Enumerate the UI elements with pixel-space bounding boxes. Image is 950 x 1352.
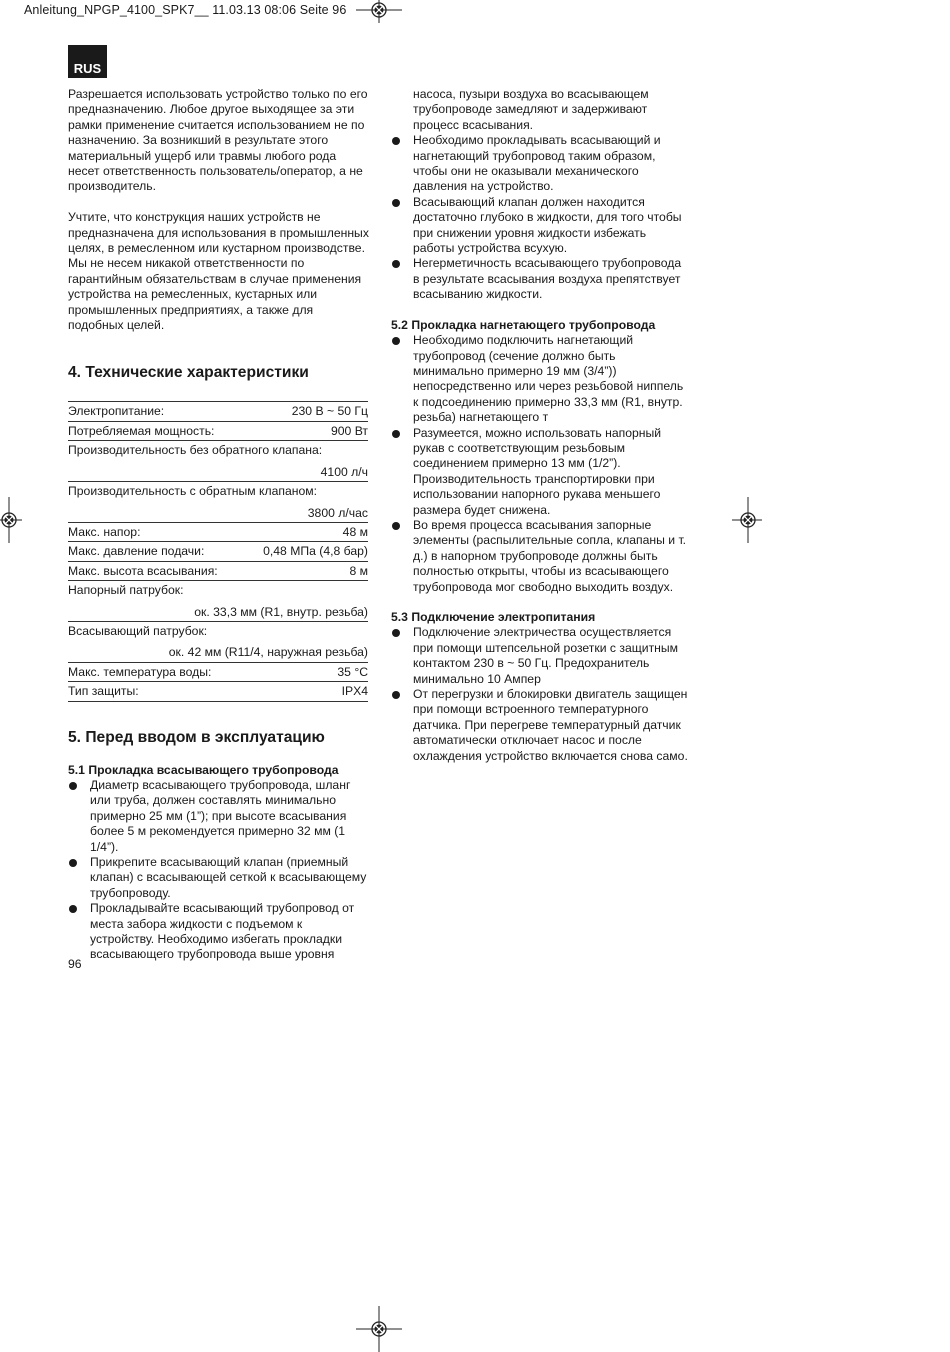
- spec-row: [68, 441, 368, 460]
- continued-text: насоса, пузыри воздуха во всасывающем трубопроводе замедляют и задерживают процесс всасывания.: [413, 87, 649, 132]
- section-5-1-heading: 5.1 Прокладка всасывающего трубопровода: [68, 762, 339, 777]
- list-item: [391, 195, 689, 257]
- spec-row: [68, 561, 368, 580]
- list-item-text: Негерметичность всасывающего трубопровода в результате всасывания воздуха препятствует всасыванию жидкости.: [413, 256, 682, 302]
- section-5-1-list-continued: [391, 133, 689, 302]
- spec-label: Макс. высота всасывания:: [68, 561, 244, 580]
- spec-label: Макс. давление подачи:: [68, 542, 244, 561]
- section-5-heading: 5. Перед вводом в эксплуатацию: [68, 728, 325, 746]
- list-item: [391, 133, 689, 195]
- language-badge: RUS: [68, 45, 107, 78]
- spec-row: [68, 522, 368, 541]
- bullet-icon: [392, 522, 400, 530]
- list-item-text: Диаметр всасывающего трубопровода, шланг или труба, должен составлять минимально примерно 25 мм (1”); при высоте всасывания более 5 м рекомендуется примерно 32 мм (1 1/4”).: [90, 777, 351, 854]
- spec-row: [68, 662, 368, 681]
- technical-specs-table: [68, 401, 368, 701]
- bullet-icon: [392, 337, 400, 345]
- spec-row: [68, 421, 368, 440]
- registration-mark-icon: [0, 497, 22, 543]
- section-5-3-list: [391, 625, 689, 764]
- spec-value: 48 м: [244, 522, 368, 541]
- list-item-text: Подключение электричества осуществляется при помощи штепсельной розетки с защитным контактом 230 в ~ 50 Гц. Предохранитель минимально 10 Ампер: [413, 625, 679, 686]
- spec-row: [68, 621, 368, 640]
- spec-row-value: [68, 640, 368, 662]
- spec-value: ок. 42 мм (R11/4, наружная резьба): [68, 640, 368, 662]
- list-item-text: Необходимо прокладывать всасывающий и нагнетающий трубопровод таким образом, чтобы они не оказывали механического давления на устройство.: [413, 133, 661, 194]
- section-5-2-list: [391, 333, 689, 595]
- spec-label: Тип защиты:: [68, 682, 244, 701]
- bullet-icon: [69, 782, 77, 790]
- spec-label: Электропитание:: [68, 402, 244, 421]
- list-item: [391, 687, 689, 764]
- spec-row-value: [68, 501, 368, 523]
- bullet-icon: [392, 691, 400, 699]
- bullet-icon: [392, 260, 400, 268]
- bullet-icon: [69, 859, 77, 867]
- spec-label: Производительность с обратным клапаном:: [68, 484, 318, 499]
- spec-label: Потребляемая мощность:: [68, 421, 244, 440]
- spec-row: [68, 542, 368, 561]
- bullet-icon: [392, 137, 400, 145]
- page-number: 96: [68, 957, 82, 971]
- registration-mark-icon: [732, 497, 762, 543]
- spec-label: Напорный патрубок:: [68, 583, 184, 598]
- section-5-1-list: [68, 778, 369, 963]
- spec-label: Макс. напор:: [68, 522, 244, 541]
- spec-row: [68, 482, 368, 501]
- section-4-heading: 4. Технические характеристики: [68, 364, 309, 382]
- bullet-icon: [392, 199, 400, 207]
- spec-row-value: [68, 460, 368, 482]
- list-item-text: Во время процесса всасывания запорные элементы (распылительные сопла, клапаны и т. д.) в напорном трубопроводе должны быть полностью открыты, чтобы из всасывающего трубопровода мог свободно выходить воздух.: [413, 517, 687, 594]
- list-item-text: Необходимо подключить нагнетающий трубопровод (сечение должно быть минимально примерно 19 мм (3/4”)) непосредственно или через резьбовой ниппель к подсоединению примерно 33,3 мм (R1, внутр. резьба) нагнетающего т: [413, 333, 684, 425]
- registration-mark-icon: [356, 0, 402, 23]
- spec-value: IPX4: [244, 682, 368, 701]
- registration-mark-icon: [356, 1306, 402, 1352]
- spec-value: 4100 л/ч: [68, 460, 368, 482]
- spec-value: 230 В ~ 50 Гц: [244, 402, 368, 421]
- bullet-icon: [392, 430, 400, 438]
- spec-row: [68, 402, 368, 421]
- list-item: [391, 256, 689, 302]
- list-item: [68, 901, 369, 963]
- list-item-text: Разумеется, можно использовать напорный рукав с соответствующим резьбовым соединением примерно 13 мм (1/2”). Производительность транспортировки при использовании напорного рукава меньшего размера будет снижена.: [413, 425, 662, 517]
- list-item-text: Всасывающий клапан должен находится достаточно глубоко в жидкости, для того чтобы при снижении уровня жидкости избежать работы устройства всухую.: [413, 194, 682, 256]
- spec-label: Макс. температура воды:: [68, 662, 244, 681]
- list-item: [391, 426, 689, 518]
- spec-value: 3800 л/час: [68, 501, 368, 523]
- list-item-text: Прикрепите всасывающий клапан (приемный клапан) с всасывающей сеткой к всасывающему трубопроводу.: [90, 855, 367, 900]
- spec-row: [68, 581, 368, 600]
- spec-label: Всасывающий патрубок:: [68, 623, 208, 638]
- list-item: [391, 518, 689, 595]
- list-item: [391, 333, 689, 425]
- spec-value: ок. 33,3 мм (R1, внутр. резьба): [68, 600, 368, 622]
- commercial-use-paragraph: Учтите, что конструкция наших устройств не предназначена для использования в промышленных целях, в ремесленном или кустарном производстве. Мы не несем никакой ответственности по гарантийным обязательствам в случае применения устройства на ремесленных, кустарных или промышленных предприятиях, а также для подобных целей.: [68, 210, 369, 333]
- spec-value: 35 °C: [244, 662, 368, 681]
- right-column: [391, 87, 689, 764]
- intended-use-paragraph: Разрешается использовать устройство только по его предназначению. Любое другое выходящее за эти рамки применение считается использованием не по назначению. За возникший в результате этого материальный ущерб или травмы любого рода несет ответственность пользователь/оператор, а не производитель.: [68, 87, 368, 194]
- bullet-icon: [69, 905, 77, 913]
- list-item: [391, 625, 689, 687]
- list-item: [68, 855, 369, 901]
- spec-value: 900 Вт: [244, 421, 368, 440]
- left-column: [68, 87, 369, 963]
- spec-value: 8 м: [244, 561, 368, 580]
- bullet-icon: [392, 629, 400, 637]
- print-header: Anleitung_NPGP_4100_SPK7__ 11.03.13 08:06 Seite 96: [24, 3, 347, 17]
- spec-row-value: [68, 600, 368, 622]
- spec-row: [68, 682, 368, 701]
- section-5-2-heading: 5.2 Прокладка нагнетающего трубопровода: [391, 317, 656, 332]
- spec-value: 0,48 МПа (4,8 бар): [244, 542, 368, 561]
- list-item: [68, 778, 369, 855]
- list-item-text: Прокладывайте всасывающий трубопровод от места забора жидкости с подъемом к устройству. Необходимо избегать прокладки всасывающего трубопровода выше уровня: [90, 901, 355, 962]
- section-5-3-heading: 5.3 Подключение электропитания: [391, 610, 596, 624]
- list-item-text: От перегрузки и блокировки двигатель защищен при помощи встроенного температурного датчика. При перегреве температурный датчик автоматически отключает насос и после охлаждения устройство включается снова само.: [413, 687, 688, 763]
- spec-label: Производительность без обратного клапана:: [68, 443, 323, 458]
